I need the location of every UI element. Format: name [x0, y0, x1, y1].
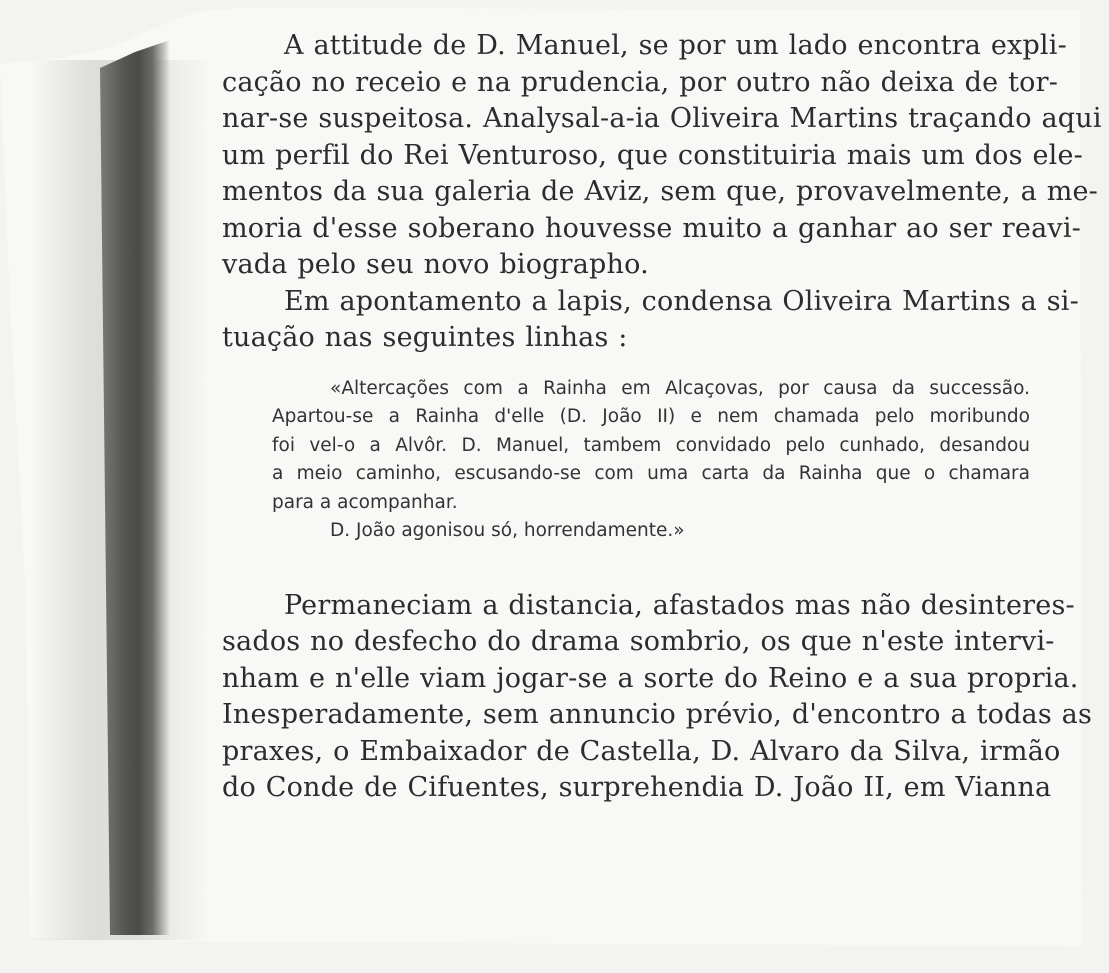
text-line: cação no receio e na prudencia, por outro não deixa de tor- [222, 66, 1059, 98]
text-line: do Conde de Cifuentes, surprehendia D. João II, em Vianna [222, 772, 1052, 803]
paragraph-3 [222, 588, 1093, 807]
quote-line: foi vel-o a Alvôr. D. Manuel, tambem convidado pelo cunhado, desandou [272, 434, 1030, 456]
block-quote [272, 375, 1030, 546]
text-line: A attitude de D. Manuel, se por um lado encontra expli- [284, 30, 1067, 61]
text-line: mentos da sua galeria de Aviz, sem que, provavelmente, a me- [222, 176, 1098, 207]
text-line: nham e n'elle viam jogar-se a sorte do Reino e a sua propria. [222, 662, 1079, 694]
paragraph-2 [222, 284, 1079, 357]
quote-line: «Altercações com a Rainha em Alcaçovas, por causa da successão. [330, 377, 1030, 399]
text-block [222, 28, 1102, 807]
text-line: tuação nas seguintes linhas : [222, 322, 628, 353]
text-line: moria d'esse soberano houvesse muito a ganhar ao ser reavi- [222, 212, 1081, 244]
binding-edge [100, 40, 170, 935]
text-line: um perfil do Rei Venturoso, que constituiria mais um dos ele- [222, 139, 1083, 171]
quote-line: para a acompanhar. [272, 491, 458, 513]
text-line: Em apontamento a lapis, condensa Oliveira Martins a si- [284, 285, 1079, 317]
quote-line: a meio caminho, escusando-se com uma carta da Rainha que o chamara [272, 463, 1030, 484]
text-line: nar-se suspeitosa. Analysal-a-ia Oliveira Martins traçando aqui [222, 103, 1102, 134]
paragraph-gap [222, 546, 1032, 588]
paragraph-1 [222, 28, 1102, 284]
text-line: Inesperadamente, sem annuncio prévio, d'encontro a todas as [222, 699, 1093, 730]
text-line: Permaneciam a distancia, afastados mas não desinteres- [284, 589, 1075, 621]
quote-line: D. João agonisou só, horrendamente.» [330, 520, 685, 541]
text-line: vada pelo seu novo biographo. [222, 249, 649, 280]
quote-line: Apartou-se a Rainha d'elle (D. João II) e nem chamada pelo moribundo [272, 406, 1030, 427]
text-line: praxes, o Embaixador de Castella, D. Alvaro da Silva, irmão [222, 735, 1061, 767]
text-line: sados no desfecho do drama sombrio, os que n'este intervi- [222, 626, 1055, 657]
